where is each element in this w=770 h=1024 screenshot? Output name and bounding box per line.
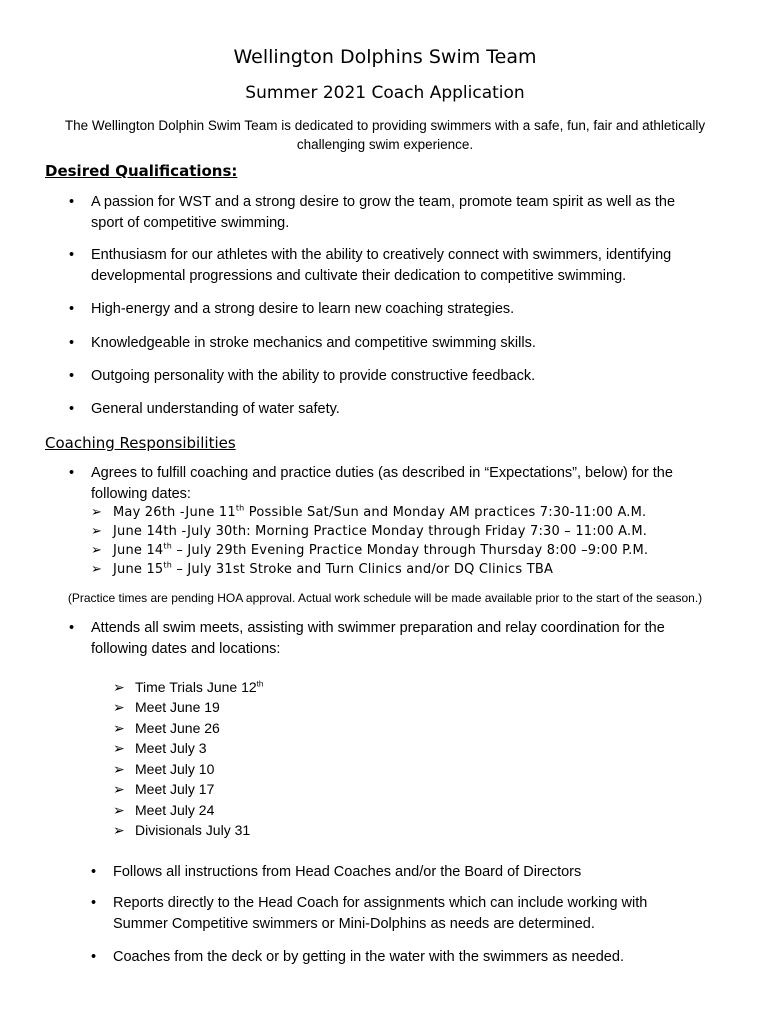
bullet-icon: •: [69, 620, 75, 636]
meet-row: ➢ Meet July 3: [113, 740, 207, 756]
bullet-icon: •: [69, 335, 75, 351]
meet-row: ➢ Meet June 26: [113, 720, 220, 736]
qualification-item: • A passion for WST and a strong desire to grow the team, promote team spirit as well as the sport of competitive swimming.: [69, 194, 676, 231]
responsibility-item: • Follows all instructions from Head Coaches and/or the Board of Directors: [113, 862, 713, 883]
arrow-icon: ➢: [113, 761, 125, 777]
bullet-icon: •: [91, 895, 97, 911]
arrow-icon: ➢: [113, 679, 125, 695]
practice-date-row: ➢ June 15th – July 31st Stroke and Turn Clinics and/or DQ Clinics TBA: [91, 560, 554, 577]
arrow-icon: ➢: [113, 781, 125, 797]
bullet-icon: •: [69, 247, 75, 263]
bullet-icon: •: [91, 949, 97, 965]
arrow-icon: ➢: [113, 822, 125, 838]
qualification-item: • High-energy and a strong desire to learn new coaching strategies.: [91, 299, 731, 320]
qualification-item: • Knowledgeable in stroke mechanics and competitive swimming skills.: [91, 333, 731, 354]
bullet-icon: •: [69, 194, 75, 210]
practice-date-row: ➢ June 14th – July 29th Evening Practice Monday through Thursday 8:00 –9:00 P.M.: [91, 541, 649, 558]
arrow-icon: ➢: [91, 524, 103, 539]
practice-date-row: ➢ June 14th -July 30th: Morning Practice Monday through Friday 7:30 – 11:00 A.M.: [91, 524, 648, 539]
practice-date-row: ➢ May 26th -June 11th Possible Sat/Sun and Monday AM practices 7:30-11:00 A.M.: [91, 503, 647, 520]
responsibility-item: • Agrees to fulfill coaching and practice duties (as described in “Expectations”, below) for the following dates:: [69, 465, 673, 502]
arrow-icon: ➢: [91, 562, 103, 577]
bullet-icon: •: [69, 368, 75, 384]
qualification-item: • Enthusiasm for our athletes with the ability to creatively connect with swimmers, identifying developmental progressions and cultivate their dedication to competitive swimming.: [69, 247, 672, 284]
arrow-icon: ➢: [113, 699, 125, 715]
qualifications-heading: Desired Qualifications:: [45, 162, 238, 180]
meet-row: ➢ Meet June 19: [113, 699, 220, 715]
qualification-item: • General understanding of water safety.: [91, 399, 731, 420]
responsibility-item: • Reports directly to the Head Coach for assignments which can include working with Summer Competitive swimmers or Mini-Dolphins as needs are determined.: [91, 895, 648, 932]
meet-row: ➢ Divisionals July 31: [113, 822, 251, 838]
responsibilities-heading: Coaching Responsibilities: [45, 434, 236, 452]
meet-row: ➢ Meet July 10: [113, 761, 215, 777]
meet-row: ➢ Meet July 17: [113, 781, 215, 797]
bullet-icon: •: [69, 401, 75, 417]
arrow-icon: ➢: [113, 802, 125, 818]
meet-row: ➢ Meet July 24: [113, 802, 215, 818]
arrow-icon: ➢: [113, 720, 125, 736]
document-title: Wellington Dolphins Swim Team: [233, 46, 537, 68]
document-subtitle: Summer 2021 Coach Application: [245, 83, 525, 103]
qualification-item: • Outgoing personality with the ability to provide constructive feedback.: [91, 366, 731, 387]
bullet-icon: •: [69, 465, 75, 481]
practice-note: (Practice times are pending HOA approval. Actual work schedule will be made available prior to the start of the season.): [67, 591, 703, 605]
meet-row: ➢ Time Trials June 12th: [113, 679, 264, 695]
responsibility-item: • Coaches from the deck or by getting in the water with the swimmers as needed.: [113, 947, 713, 968]
arrow-icon: ➢: [113, 740, 125, 756]
bullet-icon: •: [69, 301, 75, 317]
responsibility-item: • Attends all swim meets, assisting with swimmer preparation and relay coordination for the following dates and locations:: [69, 620, 665, 657]
bullet-icon: •: [91, 864, 97, 880]
arrow-icon: ➢: [91, 505, 103, 520]
arrow-icon: ➢: [91, 543, 103, 558]
intro-paragraph: The Wellington Dolphin Swim Team is dedicated to providing swimmers with a safe, fun, fair and athletically challenging swim experience.: [64, 118, 706, 152]
